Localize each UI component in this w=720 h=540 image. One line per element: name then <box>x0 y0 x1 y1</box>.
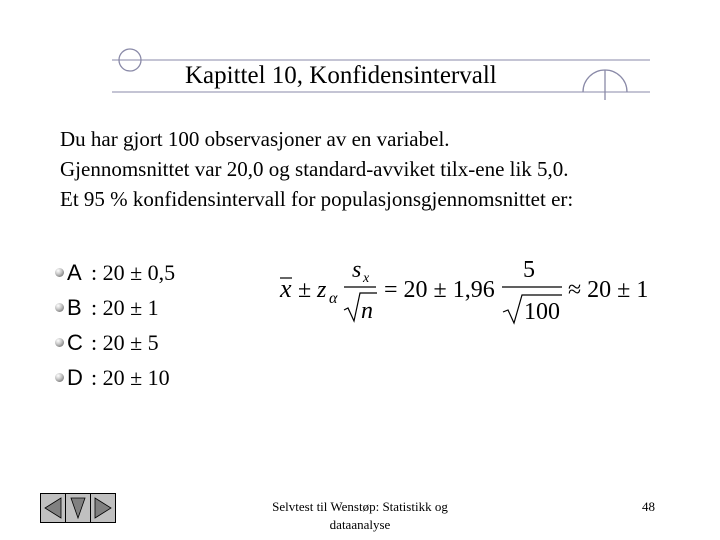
answer-letter: D <box>67 365 83 390</box>
formula-s: s <box>352 257 362 283</box>
bullet-icon <box>55 268 64 277</box>
previous-arrow-icon <box>41 494 65 522</box>
confidence-interval-formula <box>270 255 660 330</box>
formula-alpha: α <box>329 290 338 307</box>
answer-letter: A <box>67 260 82 285</box>
answer-text: : 20 ± 0,5 <box>91 260 176 285</box>
bullet-icon <box>55 373 64 382</box>
answer-text: : 20 ± 10 <box>91 365 170 390</box>
answer-option-d[interactable] <box>55 363 255 398</box>
answer-option-a[interactable] <box>55 258 255 293</box>
formula-numerator: 5 <box>523 257 535 283</box>
home-button[interactable] <box>66 494 91 522</box>
answer-option-b[interactable] <box>55 293 255 328</box>
navigation-buttons <box>40 493 116 523</box>
bullet-icon <box>55 303 64 312</box>
home-icon <box>66 494 90 522</box>
answer-letter: B <box>67 295 82 320</box>
formula-xbar: x <box>280 274 292 303</box>
answer-list <box>55 258 255 398</box>
formula-z: z <box>317 277 327 303</box>
answer-option-c[interactable] <box>55 328 255 363</box>
question-text <box>60 124 573 214</box>
intro-line: Et 95 % konfidensintervall for populasjonsgjennomsnittet er: <box>60 187 574 211</box>
footer-line: dataanalyse <box>329 517 391 532</box>
footer-line: Selvtest til Wenstøp: Statistikk og <box>272 499 448 514</box>
next-slide-button[interactable] <box>91 494 115 522</box>
page-number: 48 <box>642 499 655 514</box>
formula-s-sub: x <box>363 271 370 286</box>
answer-text: : 20 ± 1 <box>91 295 159 320</box>
bullet-icon <box>55 338 64 347</box>
intro-line: Gjennomsnittet var 20,0 og standard-avviket tilx-ene lik 5,0. <box>60 157 569 181</box>
previous-slide-button[interactable] <box>41 494 66 522</box>
formula-n: n <box>361 298 373 324</box>
slide-title: Kapittel 10, Konfidensintervall <box>185 62 497 89</box>
slide-footer <box>245 498 475 534</box>
formula-denominator: 100 <box>524 299 560 325</box>
next-arrow-icon <box>91 494 115 522</box>
formula-approx: ≈ 20 ± 1 <box>568 277 649 303</box>
answer-letter: C <box>67 330 83 355</box>
formula-pm: ± <box>298 277 312 303</box>
answer-text: : 20 ± 5 <box>91 330 159 355</box>
intro-line: Du har gjort 100 observasjoner av en variabel. <box>60 127 450 151</box>
formula-eq: = 20 ± 1,96 <box>384 277 495 303</box>
